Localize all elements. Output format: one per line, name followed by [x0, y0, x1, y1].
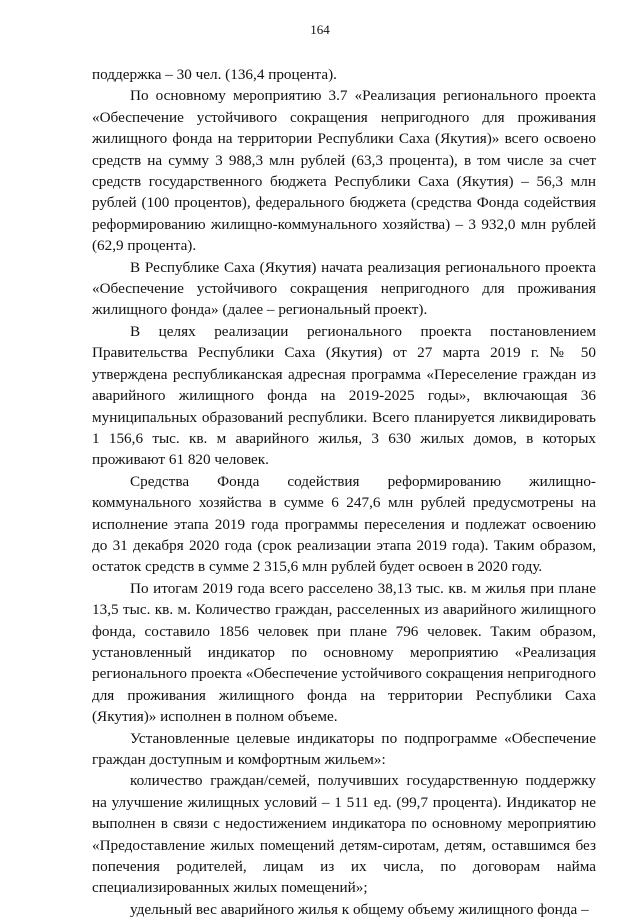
- paragraph: Средства Фонда содействия реформированию жилищно-коммунального хозяйства в сумме 6 247,6 млн рублей предусмотрены на исполнение этапа 2019 года программы переселения и подлежат освоению до 31 декабря 2020 года (срок реализации этапа 2019 года). Таким образом, остаток средств в сумме 2 315,6 млн рублей будет освоен в 2020 году.: [92, 472, 596, 576]
- page-body: [92, 64, 596, 920]
- paragraph: Установленные целевые индикаторы по подпрограмме «Обеспечение граждан доступным и комфортным жильем»:: [92, 729, 596, 768]
- page-number: 164: [310, 22, 330, 37]
- paragraph: количество граждан/семей, получивших государственную поддержку на улучшение жилищных условий – 1 511 ед. (99,7 процента). Индикатор не выполнен в связи с недостижением индикатора по основному мероприятию «Предоставление жилых помещений детям-сиротам, детям, оставшимся без попечения родителей, лицам из их числа, по договорам найма специализированных жилых помещений»;: [92, 772, 596, 897]
- paragraph: По основному мероприятию 3.7 «Реализация регионального проекта «Обеспечение устойчивого сокращения непригодного для проживания жилищного фонда на территории Республики Саха (Якутия)» всего освоено средств на сумму 3 988,3 млн рублей (63,3 процента), в том числе за счет средств государственного бюджета Республики Саха (Якутия) – 56,3 млн рублей (100 процентов), федерального бюджета (средства Фонда содействия реформированию жилищно-коммунального хозяйства) – 3 932,0 млн рублей (62,9 процента).: [92, 87, 596, 255]
- paragraph: удельный вес аварийного жилья к общему объему жилищного фонда –: [130, 900, 589, 918]
- paragraph: поддержка – 30 чел. (136,4 процента).: [92, 66, 337, 83]
- paragraph: В Республике Саха (Якутия) начата реализация регионального проекта «Обеспечение устойчивого сокращения непригодного для проживания жилищного фонда» (далее – региональный проект).: [92, 258, 596, 319]
- paragraph: В целях реализации регионального проекта постановлением Правительства Республики Саха (Якутия) от 27 марта 2019 г. № 50 утверждена республиканская адресная программа «Переселение граждан из аварийного жилищного фонда на 2019-2025 годы», включающая 36 муниципальных образований республики. Всего планируется ликвидировать 1 156,6 тыс. кв. м аварийного жилья, 3 630 жилых домов, в которых проживают 61 820 человек.: [92, 322, 596, 469]
- paragraph: По итогам 2019 года всего расселено 38,13 тыс. кв. м жилья при плане 13,5 тыс. кв. м. Количество граждан, расселенных из аварийного жилищного фонда, составило 1856 человек при плане 796 человек. Таким образом, установленный индикатор по основному мероприятию «Реализация регионального проекта «Обеспечение устойчивого сокращения непригодного для проживания жилищного фонда на территории Республики Саха (Якутия)» исполнен в полном объеме.: [92, 579, 596, 726]
